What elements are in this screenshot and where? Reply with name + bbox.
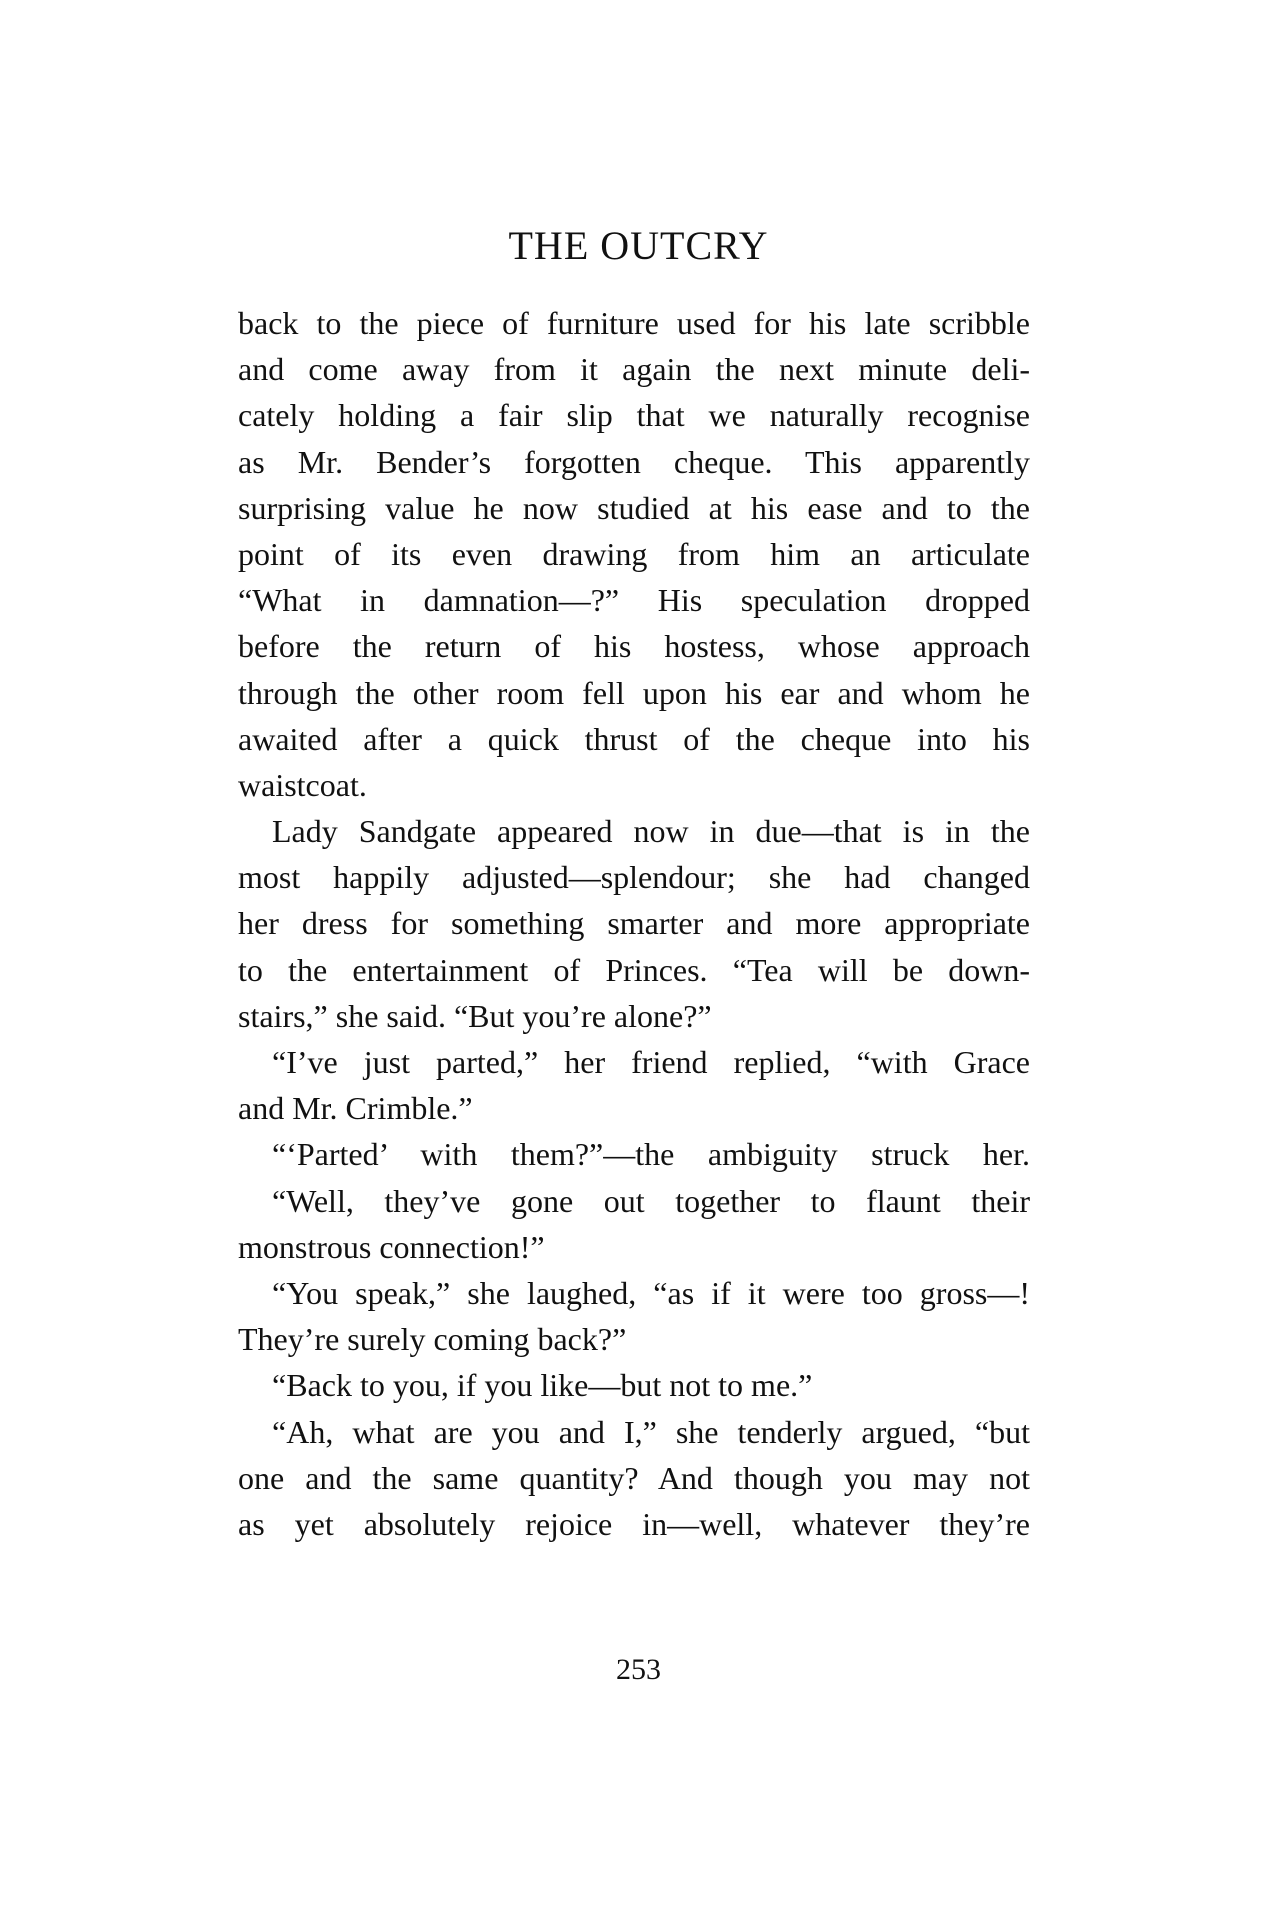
text-line: Lady Sandgate appeared now in due—that is in the — [272, 813, 1030, 850]
text-line: “What in damnation—?” His speculation dropped — [238, 582, 1030, 619]
page-number: 253 — [616, 1653, 661, 1686]
text-line: They’re surely coming back?” — [238, 1321, 627, 1358]
text-line: “Well, they’ve gone out together to flaunt their — [272, 1182, 1030, 1219]
text-line: point of its even drawing from him an articulate — [238, 535, 1030, 572]
text-line: to the entertainment of Princes. “Tea will be down- — [238, 951, 1030, 988]
text-line: surprising value he now studied at his ease and to the — [238, 489, 1030, 526]
text-line: “I’ve just parted,” her friend replied, “with Grace — [272, 1044, 1030, 1080]
text-line: “Ah, what are you and I,” she tenderly argued, “but — [272, 1413, 1030, 1450]
text-line: back to the piece of furniture used for his late scribble — [238, 305, 1030, 341]
text-line: “‘Parted’ with them?”—the ambiguity struck her. — [272, 1136, 1030, 1173]
text-line: before the return of his hostess, whose approach — [238, 628, 1030, 665]
text-line: her dress for something smarter and more appropriate — [238, 905, 1030, 942]
running-head: THE OUTCRY — [508, 223, 769, 268]
text-line: through the other room fell upon his ear and whom he — [238, 674, 1030, 711]
text-line: “You speak,” she laughed, “as if it were too gross—! — [272, 1274, 1030, 1311]
body-text — [238, 300, 1030, 1547]
text-line: waistcoat. — [238, 766, 367, 803]
text-line: and come away from it again the next minute deli- — [238, 351, 1030, 388]
text-line: as yet absolutely rejoice in—well, whatever they’re — [238, 1505, 1030, 1542]
text-line: as Mr. Bender’s forgotten cheque. This apparently — [238, 443, 1030, 480]
text-line: stairs,” she said. “But you’re alone?” — [238, 997, 712, 1034]
text-line: “Back to you, if you like—but not to me.” — [272, 1367, 813, 1404]
text-line: most happily adjusted—splendour; she had changed — [238, 859, 1030, 896]
text-line: awaited after a quick thrust of the cheque into his — [238, 720, 1030, 757]
text-line: cately holding a fair slip that we naturally recognise — [238, 397, 1030, 434]
text-line: monstrous connection!” — [238, 1228, 545, 1265]
text-line: one and the same quantity? And though you may not — [238, 1459, 1030, 1496]
text-line: and Mr. Crimble.” — [238, 1090, 473, 1127]
